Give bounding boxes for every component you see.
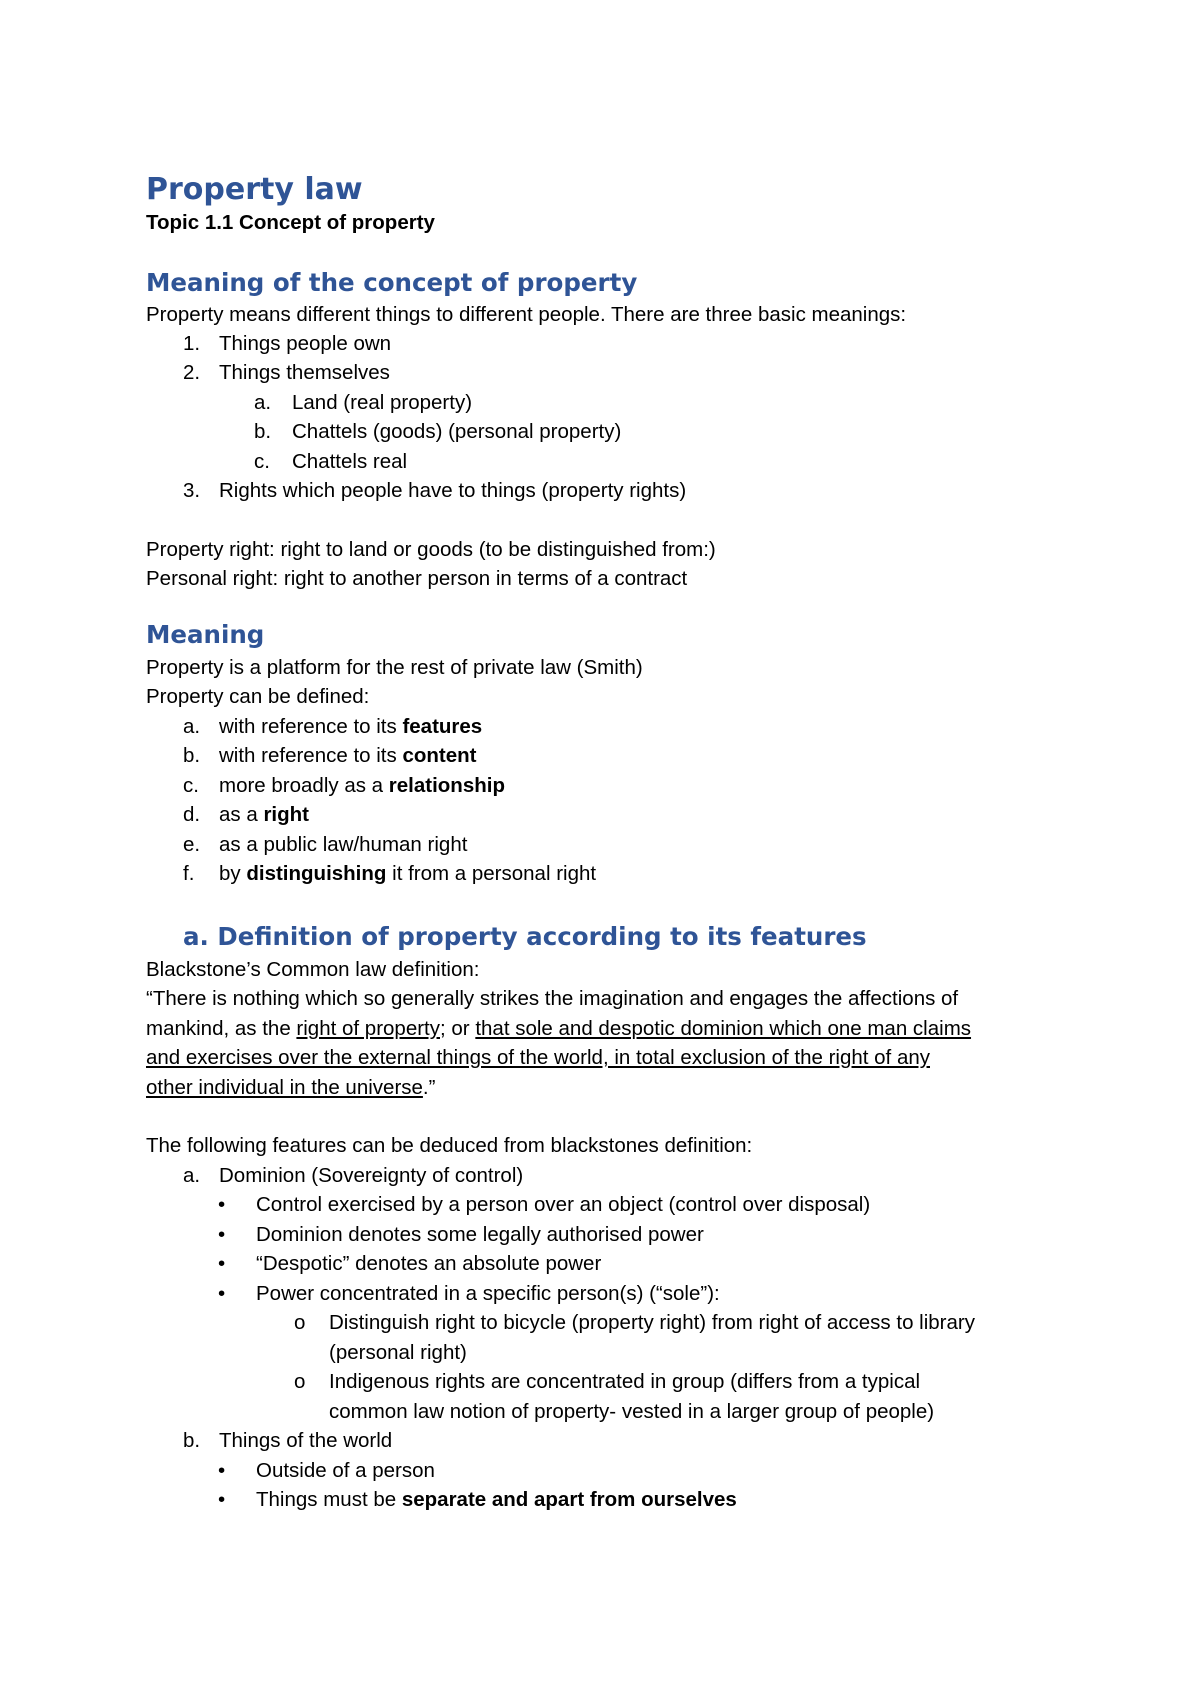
bullet-text: “Despotic” denotes an absolute power — [256, 1252, 602, 1275]
circle-bullet-icon: o — [294, 1311, 306, 1334]
paragraph-source: Blackstone’s Common law definition: — [146, 958, 480, 981]
paragraph-personal-right: Personal right: right to another person in terms of a contract — [146, 567, 688, 590]
list-text: as a right — [219, 803, 309, 826]
sub-bullet-text: Indigenous rights are concentrated in group (differs from a typical — [329, 1370, 921, 1393]
list-marker: a. — [254, 391, 272, 414]
list-marker: e. — [183, 833, 201, 856]
list-text: as a public law/human right — [219, 833, 468, 856]
bullet-text: Control exercised by a person over an object (control over disposal) — [256, 1193, 871, 1216]
bullet-icon: • — [218, 1282, 226, 1305]
bullet-text: Things must be separate and apart from ourselves — [256, 1488, 737, 1511]
list-text: Things themselves — [219, 361, 390, 384]
paragraph-platform: Property is a platform for the rest of private law (Smith) — [146, 656, 643, 679]
list-text: Rights which people have to things (property rights) — [219, 479, 687, 502]
bullet-icon: • — [218, 1223, 226, 1246]
list-marker: a. — [183, 1164, 201, 1187]
list-marker: b. — [183, 744, 201, 767]
list-text: by distinguishing it from a personal right — [219, 862, 597, 885]
list-marker: 1. — [183, 332, 201, 355]
sub-bullet-text: Distinguish right to bicycle (property right) from right of access to library — [329, 1311, 975, 1334]
list-marker: b. — [254, 420, 272, 443]
list-text: Chattels (goods) (personal property) — [292, 420, 622, 443]
quote-line: “There is nothing which so generally strikes the imagination and engages the affections of — [146, 987, 959, 1010]
section-heading-meaning: Meaning — [146, 620, 265, 649]
topic-subtitle: Topic 1.1 Concept of property — [146, 211, 435, 234]
bullet-text: Outside of a person — [256, 1459, 435, 1482]
list-marker: c. — [254, 450, 270, 473]
paragraph-intro: Property means different things to different people. There are three basic meanings: — [146, 303, 907, 326]
list-marker: 3. — [183, 479, 201, 502]
list-text: Chattels real — [292, 450, 408, 473]
list-text: Things people own — [219, 332, 392, 355]
bullet-icon: • — [218, 1488, 226, 1511]
bullet-text: Dominion denotes some legally authorised power — [256, 1223, 704, 1246]
list-text: with reference to its features — [219, 715, 483, 738]
list-text: Things of the world — [219, 1429, 393, 1452]
list-marker: f. — [183, 862, 195, 885]
list-marker: d. — [183, 803, 201, 826]
circle-bullet-icon: o — [294, 1370, 306, 1393]
paragraph-features-intro: The following features can be deduced from blackstones definition: — [146, 1134, 753, 1157]
sub-bullet-text: (personal right) — [329, 1341, 467, 1364]
list-marker: 2. — [183, 361, 201, 384]
bullet-icon: • — [218, 1459, 226, 1482]
page-title: Property law — [146, 172, 363, 207]
bullet-icon: • — [218, 1252, 226, 1275]
section-heading-meaning-concept: Meaning of the concept of property — [146, 268, 638, 297]
list-text: Dominion (Sovereignty of control) — [219, 1164, 524, 1187]
list-text: more broadly as a relationship — [219, 774, 505, 797]
bullet-text: Power concentrated in a specific person(s) (“sole”): — [256, 1282, 720, 1305]
list-marker: a. — [183, 715, 201, 738]
list-marker: c. — [183, 774, 199, 797]
list-text: with reference to its content — [219, 744, 477, 767]
quote-line: other individual in the universe.” — [146, 1076, 436, 1099]
section-heading-definition-features: a. Definition of property according to its features — [183, 922, 867, 951]
list-marker: b. — [183, 1429, 201, 1452]
paragraph-defined: Property can be defined: — [146, 685, 370, 708]
bullet-icon: • — [218, 1193, 226, 1216]
paragraph-property-right: Property right: right to land or goods (to be distinguished from:) — [146, 538, 716, 561]
quote-line: and exercises over the external things of the world, in total exclusion of the right of any — [146, 1046, 930, 1069]
quote-line: mankind, as the right of property; or that sole and despotic dominion which one man claims — [146, 1017, 972, 1040]
sub-bullet-text: common law notion of property- vested in a larger group of people) — [329, 1400, 935, 1423]
document-content — [146, 168, 1046, 1511]
list-text: Land (real property) — [292, 391, 473, 414]
